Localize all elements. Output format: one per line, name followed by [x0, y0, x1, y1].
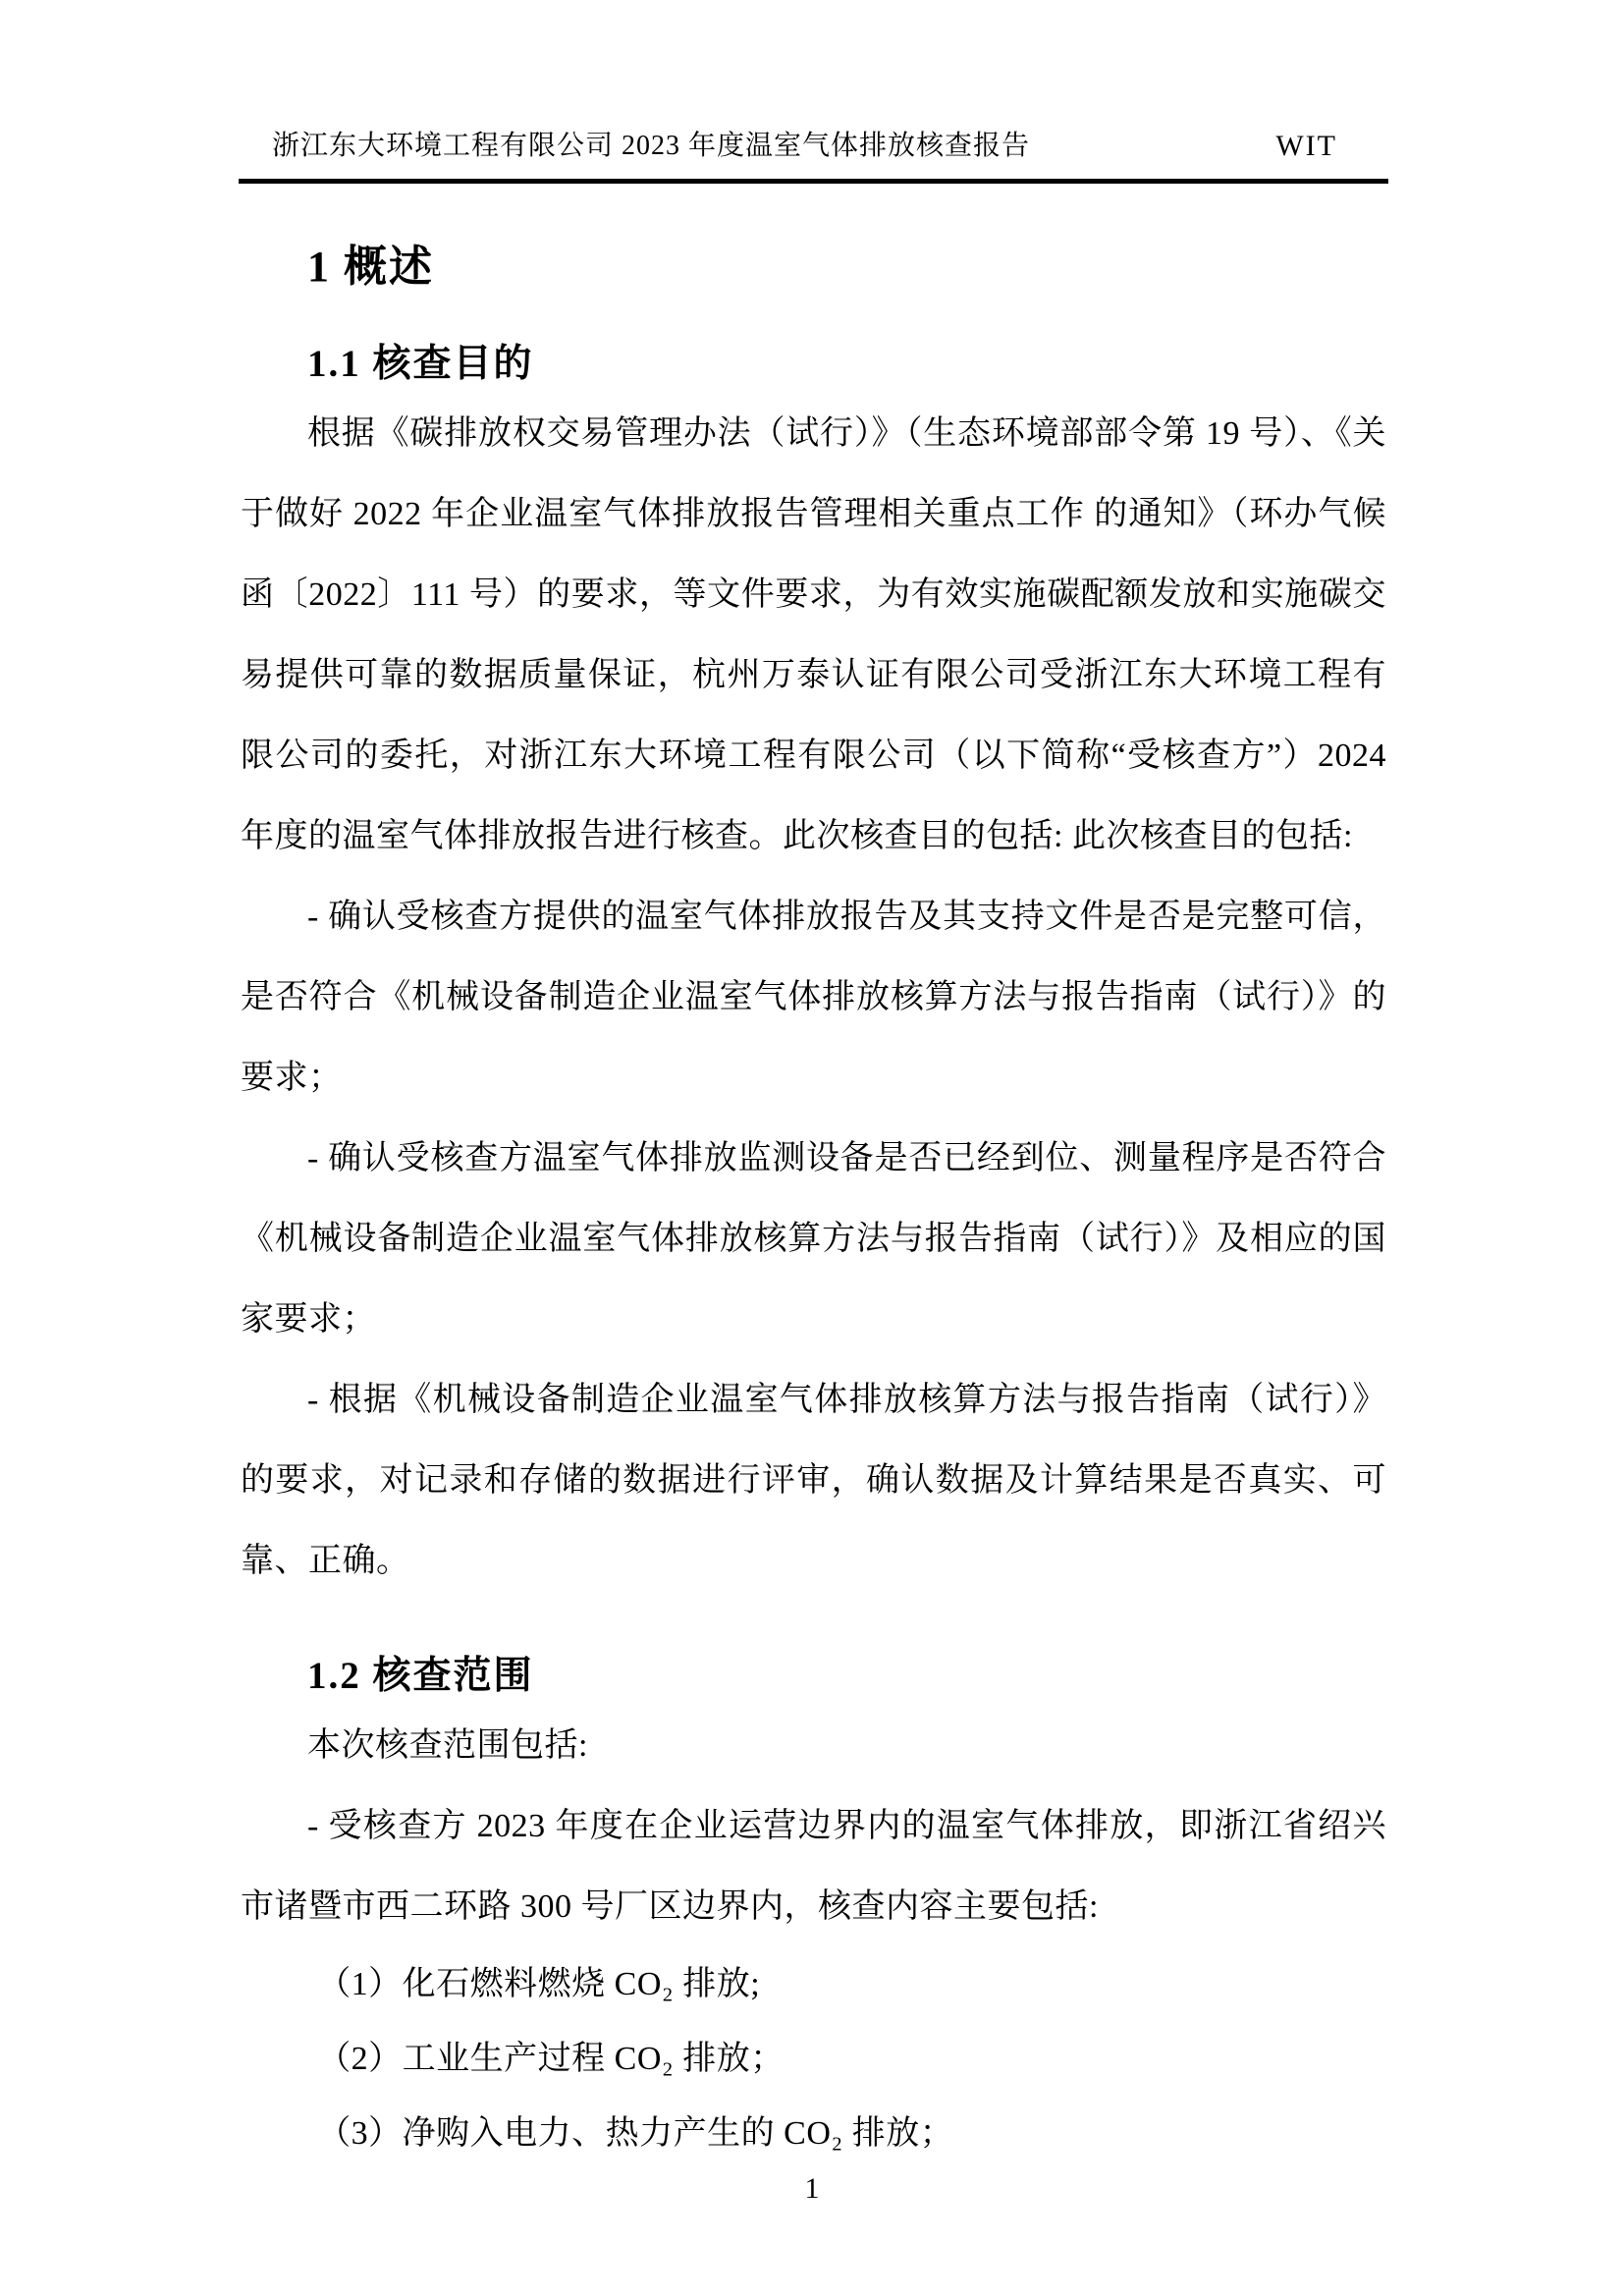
paragraph-scope-boundary: - 受核查方 2023 年度在企业运营边界内的温室气体排放，即浙江省绍兴市诸暨市西二环路 300 号厂区边界内，核查内容主要包括: — [241, 1808, 1386, 1925]
header-title: 浙江东大环境工程有限公司 2023 年度温室气体排放核查报告 — [272, 131, 1031, 161]
scope-item-purchased-electricity: （3）净购入电力、热力产生的 CO₂ 排放； — [317, 2115, 954, 2152]
paragraph-objective-3: - 根据《机械设备制造企业温室气体排放核算方法与报告指南（试行）》的要求，对记录和存储的数据进行评审，确认数据及计算结果是否真实、可靠、正确。 — [241, 1382, 1386, 1579]
paragraph-objective-2: - 确认受核查方温室气体排放监测设备是否已经到位、测量程序是否符合《机械设备制造企业温室气体排放核算方法与报告指南（试行）》及相应的国家要求； — [241, 1140, 1386, 1338]
scope-item-fossil-fuel: （1）化石燃料燃烧 CO₂ 排放; — [317, 1966, 761, 2002]
document-body — [241, 182, 1386, 2171]
page-number: 1 — [804, 2172, 820, 2205]
paragraph-verification-basis: 根据《碳排放权交易管理办法（试行）》（生态环境部部令第 19 号）、《关于做好 2022 年企业温室气体排放报告管理相关重点工作 的通知》（环办气候函〔2022〕111 号）的要求，等文件要求，为有效实施碳配额发放和实施碳交易提供可靠的数据质量保证，杭州万泰认证有限公司受浙江东大环境工程有限公司的委托，对浙江东大环境工程有限公司（以下简称“受核查方”）2024 年度的温室气体排放报告进行核查。此次核查目的包括: 此次核查目的包括: — [241, 415, 1386, 854]
section-1-heading: 1 概述 — [307, 243, 434, 291]
page-header — [239, 124, 1388, 184]
section-1-2-heading: 1.2 核查范围 — [307, 1655, 534, 1697]
header-logo: WIT — [1275, 130, 1337, 162]
paragraph-scope-intro: 本次核查范围包括: — [307, 1727, 588, 1764]
paragraph-objective-1: - 确认受核查方提供的温室气体排放报告及其支持文件是否是完整可信，是否符合《机械设备制造企业温室气体排放核算方法与报告指南（试行）》的要求； — [241, 899, 1386, 1096]
section-1-1-heading: 1.1 核查目的 — [307, 343, 534, 385]
page-footer — [0, 2172, 1624, 2206]
scope-item-industrial-process: （2）工业生产过程 CO₂ 排放； — [317, 2041, 785, 2077]
